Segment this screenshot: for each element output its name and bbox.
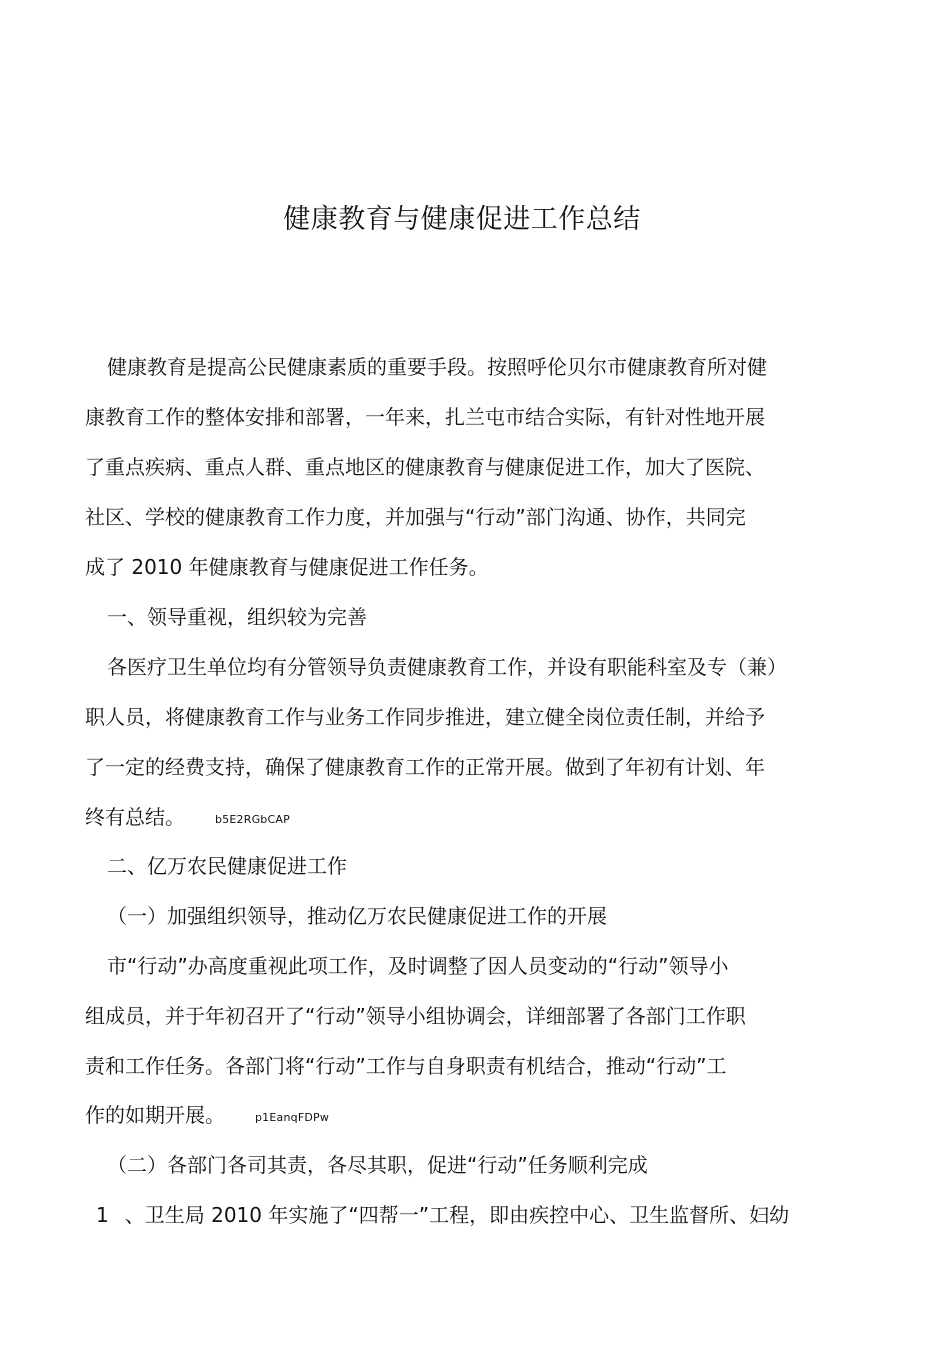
paragraph-line-with-code	[85, 1100, 329, 1133]
section-heading: 二、亿万农民健康促进工作	[107, 854, 347, 878]
paragraph-text: 作的如期开展。	[85, 1103, 225, 1127]
subsection-heading: （二）各部门各司其责，各尽其职，促进“行动”任务顺利完成	[107, 1153, 648, 1177]
paragraph-line: 了重点疾病、重点人群、重点地区的健康教育与健康促进工作，加大了医院、	[85, 455, 765, 479]
subsection-heading: （一）加强组织领导，推动亿万农民健康促进工作的开展	[107, 904, 607, 928]
section-heading: 一、领导重视，组织较为完善	[107, 605, 367, 629]
reference-code: p1EanqFDPw	[255, 1111, 330, 1124]
paragraph-line: 了一定的经费支持，确保了健康教育工作的正常开展。做到了年初有计划、年	[85, 755, 765, 779]
paragraph-line: 健康教育是提高公民健康素质的重要手段。按照呼伦贝尔市健康教育所对健	[107, 355, 767, 379]
item-number: 1	[96, 1203, 109, 1227]
paragraph-line-with-code	[85, 802, 290, 835]
paragraph-line: 社区、学校的健康教育工作力度，并加强与“行动”部门沟通、协作，共同完	[85, 505, 746, 529]
numbered-item-line	[96, 1200, 789, 1230]
document-title: 健康教育与健康促进工作总结	[283, 204, 641, 235]
paragraph-line: 各医疗卫生单位均有分管领导负责健康教育工作，并设有职能科室及专（兼）	[107, 655, 787, 679]
paragraph-line: 职人员，将健康教育工作与业务工作同步推进，建立健全岗位责任制，并给予	[85, 705, 765, 729]
paragraph-line: 责和工作任务。各部门将“行动”工作与自身职责有机结合，推动“行动”工	[85, 1054, 727, 1078]
paragraph-text: 、卫生局 2010 年实施了“四帮一”工程，即由疾控中心、卫生监督所、妇幼	[124, 1203, 790, 1227]
paragraph-line: 组成员，并于年初召开了“行动”领导小组协调会，详细部署了各部门工作职	[85, 1004, 746, 1028]
paragraph-line: 市“行动”办高度重视此项工作，及时调整了因人员变动的“行动”领导小	[107, 954, 729, 978]
paragraph-text: 终有总结。	[85, 805, 185, 829]
reference-code: b5E2RGbCAP	[215, 813, 290, 826]
paragraph-line: 成了 2010 年健康教育与健康促进工作任务。	[85, 555, 489, 579]
paragraph-line: 康教育工作的整体安排和部署，一年来，扎兰屯市结合实际，有针对性地开展	[85, 405, 765, 429]
